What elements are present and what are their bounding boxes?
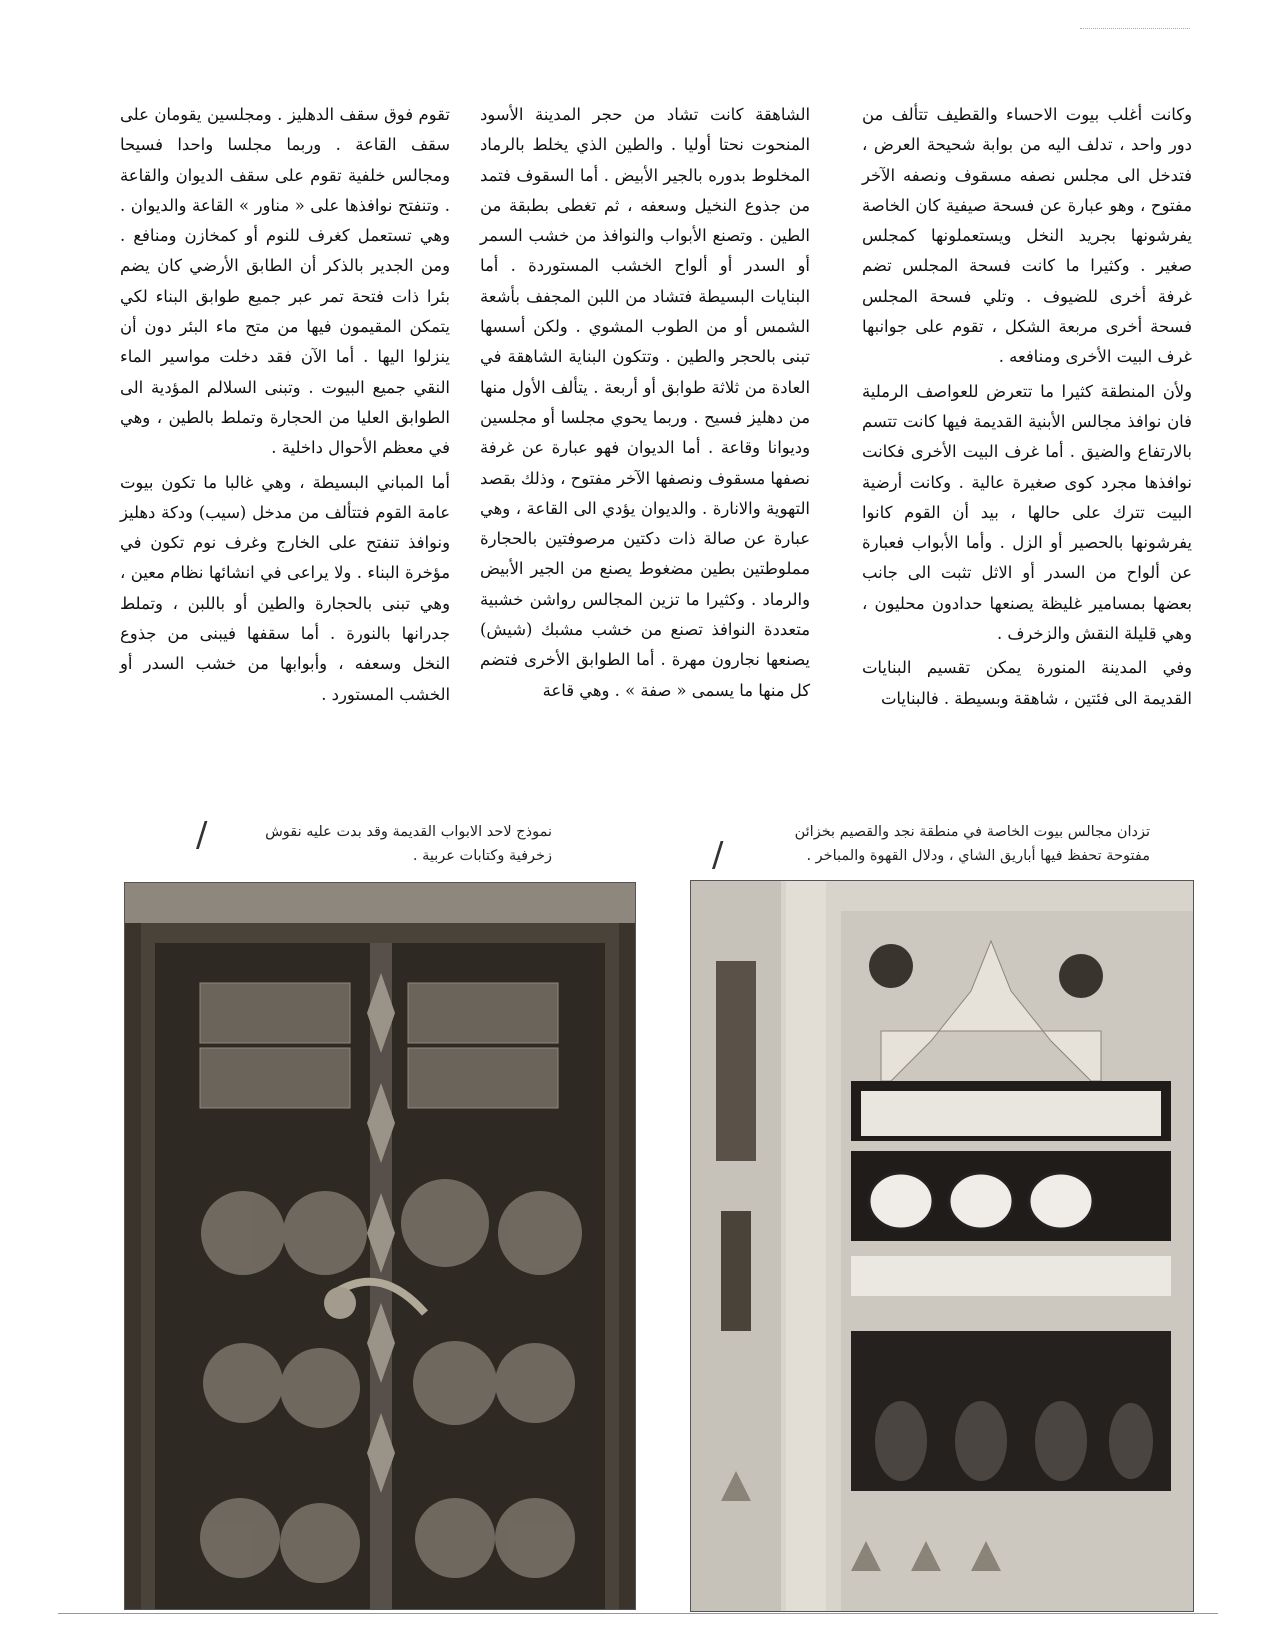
paragraph: وكانت أغلب بيوت الاحساء والقطيف تتألف من دور واحد ، تدلف اليه من بوابة شحيحة العرض ، فتدخل الى مجلس نصفه مسقوف ونصفه الآخر مفتوح ، وهو عبارة عن فسحة صيفية كان الخاصة يفرشونها بجريد النخل ويستعملونها كمجلس صغير . وكثيرا ما كانت فسحة المجلس تضم غرفة أخرى للضيوف . وتلي فسحة المجلس فسحة أخرى مربعة الشكل ، تقوم على جوانبها غرف البيت الأخرى ومنافعه . [862,105,1192,367]
text-column-left [120,100,450,714]
page-bottom-rule [58,1613,1218,1614]
coffee-pot-niche-photo [690,880,1194,1612]
scan-mark [1080,28,1190,47]
paragraph: ولأن المنطقة كثيرا ما تتعرض للعواصف الرملية فان نوافذ مجالس الأبنية القديمة فيها كانت تتسم بالارتفاع والضيق . أما غرف البيت الأخرى فكانت نوافذها مجرد كوى صغيرة عالية . وكانت أرضية البيت تترك على حالها ، بيد أن القوم كانوا يفرشونها بالحصير أو الزل . وأما الأبواب فعبارة عن ألواح من السدر أو الاثل تثبت الى جانب بعضها بمسامير غليظة يصنعها حدادون محليون ، وهي قليلة النقش والزخرف . [862,381,1192,644]
handwritten-tick-mark: / [196,815,208,855]
paragraph: وفي المدينة المنورة يمكن تقسيم البنايات القديمة الى فئتين ، شاهقة وبسيطة . فالبنايات [862,658,1192,708]
text-column-middle [480,100,810,710]
carved-door-photo [124,882,636,1610]
paragraph: أما المباني البسيطة ، وهي غالبا ما تكون بيوت عامة القوم فتتألف من مدخل (سيب) ودكة دهليز ونوافذ تنفتح على الخارج وغرف نوم تكون في مؤخرة البناء . ولا يراعى في انشائها نظام معين ، وهي تبنى بالحجارة والطين أو باللبن ، وتملط جدرانها بالنورة . أما سقفها فيبنى من جذوع النخل وسعفه ، وأبوابها من خشب السدر أو الخشب المستورد . [120,472,450,704]
paragraph: تقوم فوق سقف الدهليز . ومجلسين يقومان على سقف القاعة . وربما مجلسا واحدا فسيحا ومجالس خلفية تقوم على سقف الديوان والقاعة . وتنفتح نوافذها على « مناور » القاعة والديوان . وهي تستعمل كغرف للنوم أو كمخازن ومنافع . ومن الجدير بالذكر أن الطابق الأرضي كان يضم بئرا ذات فتحة تمر عبر جميع طوابق البناء لكي يتمكن المقيمون فيها من متح ماء البئر دون أن ينزلوا اليها . أما الآن فقد دخلت مواسير الماء النقي جميع البيوت . وتبنى السلالم المؤدية الى الطوابق العليا من الحجارة وتملط بالطين ، وهي في معظم الأحوال داخلية . [120,105,450,458]
handwritten-tick-mark: / [712,835,724,875]
text-column-right [862,100,1192,718]
caption-niche-photo: تزدان مجالس بيوت الخاصة في منطقة نجد والقصيم بخزائن مفتوحة تحفظ فيها أباريق الشاي ، ودلال القهوة والمباخر . [794,824,1150,864]
paragraph: الشاهقة كانت تشاد من حجر المدينة الأسود المنحوت نحتا أوليا . والطين الذي يخلط بالرماد المخلوط بدوره بالجير الأبيض . أما السقوف فتمد من جذوع النخيل وسعفه ، ثم تغطى بطبقة من الطين . وتصنع الأبواب والنوافذ من خشب السمر أو السدر أو ألواح الخشب المستوردة . أما البنايات البسيطة فتشاد من اللبن المجفف بأشعة الشمس أو من الطوب المشوي . ولكن أسسها تبنى بالحجر والطين . وتتكون البناية الشاهقة في العادة من ثلاثة طوابق أو أربعة . يتألف الأول منها من دهليز فسيح . وربما يحوي مجلسا أو مجلسين وديوانا وقاعة . أما الديوان فهو عبارة عن غرفة نصفها مسقوف ونصفها الآخر مفتوح ، وذلك بقصد التهوية والانارة . والديوان يؤدي الى القاعة ، وهي عبارة عن صالة ذات دكتين مرصوفتين بالحجارة مملوطتين بطين مضغوط يصنع من الجير الأبيض والرماد . وكثيرا ما تزين المجالس رواشن خشبية متعددة النوافذ تصنع من خشب مشبك (شيش) يصنعها نجارون مهرة . أما الطوابق الأخرى فتضم كل منها ما يسمى « صفة » . وهي قاعة [480,105,810,700]
caption-door-photo: نموذج لاحد الابواب القديمة وقد بدت عليه نقوش زخرفية وكتابات عربية . [265,824,552,864]
